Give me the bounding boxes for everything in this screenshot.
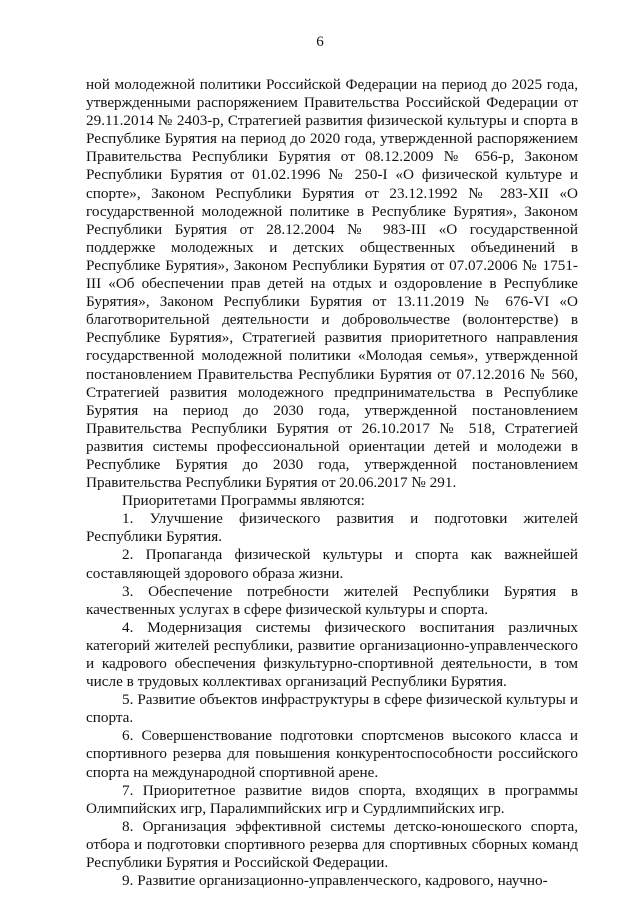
priority-item-2: 2. Пропаганда физической культуры и спорта как важнейшей составляющей здорового образа жизни. (86, 546, 578, 582)
priority-item-6: 6. Совершенствование подготовки спортсменов высокого класса и спортивного резерва для повышения конкурентоспособности российского спорта на международной спортивной арене. (86, 727, 578, 781)
priority-item-1: 1. Улучшение физического развития и подготовки жителей Республики Бурятия. (86, 510, 578, 546)
document-body (86, 76, 578, 890)
page-number: 6 (316, 34, 324, 50)
priority-item-5: 5. Развитие объектов инфраструктуры в сфере физической культуры и спорта. (86, 691, 578, 727)
priority-item-8: 8. Организация эффективной системы детско-юношеского спорта, отбора и подготовки спортивного резерва для спортивных сборных команд Республики Бурятия и Российской Федерации. (86, 817, 578, 872)
priority-item-3: 3. Обеспечение потребности жителей Республики Бурятия в качественных услугах в сфере физической культуры и спорта. (86, 582, 578, 618)
paragraph-priorities-intro: Приоритетами Программы являются: (122, 492, 365, 510)
priority-item-7: 7. Приоритетное развитие видов спорта, входящих в программы Олимпийских игр, Паралимпийских игр и Сурдлимпийских игр. (86, 781, 578, 817)
paragraph-legal-basis: ной молодежной политики Российской Федерации на период до 2025 года, утвержденными распоряжением Правительства Российской Федерации от 29.11.2014 № 2403-р, Стратегией развития физической культуры и спорта в Республике Бурятия на период до 2020 года, утвержденной распоряжением Правительства Республики Бурятия от 08.12.2009 № 656-р, Законом Республики Бурятия от 01.02.1996 № 250-I «О физической культуре и спорте», Законом Республики Бурятия от 23.12.1992 № 283-XII «О государственной молодежной политике в Республике Бурятия», Законом Республики Бурятия от 28.12.2004 № 983-III «О государственной поддержке молодежных и детских общественных объединений в Республике Бурятия», Законом Республики Бурятия от 07.07.2006 № 1751-III «Об обеспечении прав детей на отдых и оздоровление в Республике Бурятия», Законом Республики Бурятия от 13.11.2019 № 676-VI «О благотворительной деятельности и добровольчестве (волонтерстве) в Республике Бурятия», Стратегией развития приоритетного направления государственной молодежной политики «Молодая семья», утвержденной постановлением Правительства Республики Бурятия от 07.12.2016 № 560, Стратегией развития молодежного предпринимательства в Республике Бурятия на период до 2030 года, утвержденной постановлением Правительства Республики Бурятия от 26.10.2017 № 518, Стратегией развития системы профессиональной ориентации детей и молодежи в Республике Бурятия до 2030 года, утвержденной постановлением Правительства Республики Бурятия от 20.06.2017 № 291. (86, 76, 578, 492)
priority-item-9: 9. Развитие организационно-управленческого, кадрового, научно- (122, 872, 548, 890)
priority-item-4: 4. Модернизация системы физического воспитания различных категорий жителей республики, развитие организационно-управленческого и кадрового обеспечения физкультурно-спортивной деятельности, в том числе в трудовых коллективах организаций Республики Бурятия. (86, 618, 578, 691)
